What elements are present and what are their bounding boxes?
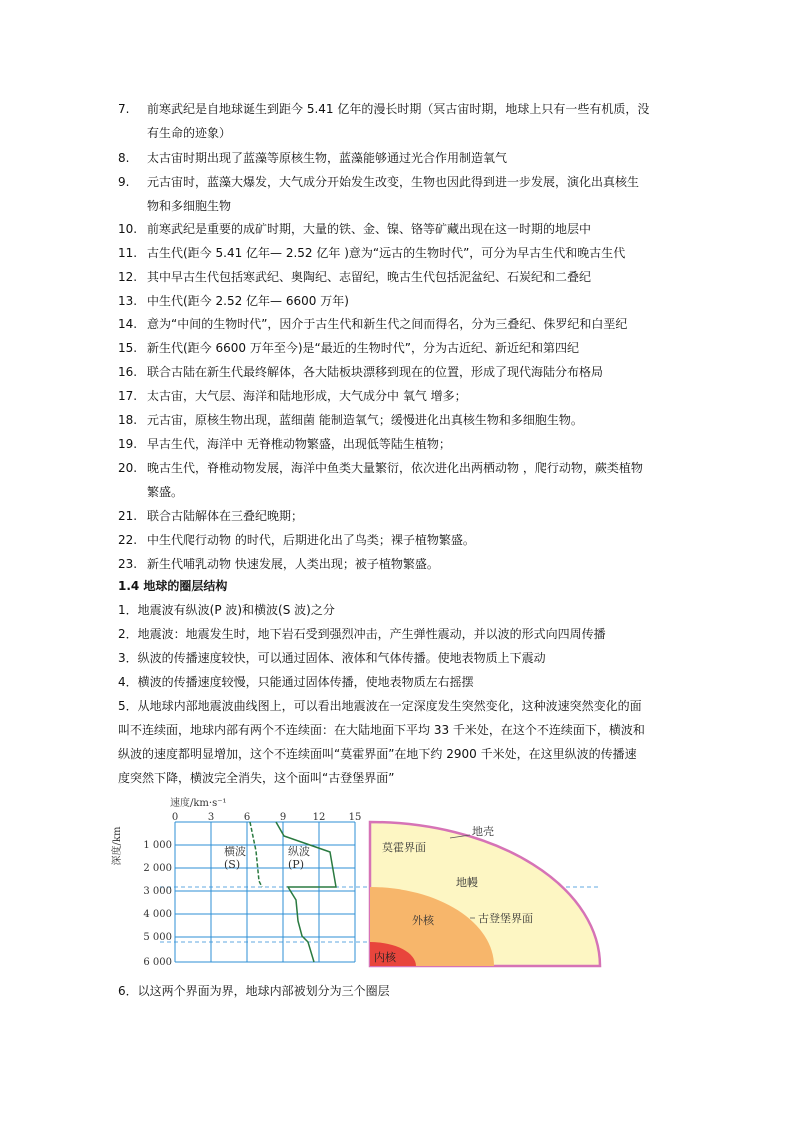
depth-tick: 4 000	[143, 909, 172, 920]
s-wave-curve	[250, 822, 262, 887]
depth-tick: 1 000	[143, 840, 172, 851]
mantle-label: 地幔	[456, 876, 478, 889]
crust-label: 地壳	[472, 825, 494, 838]
list-item-text: 中生代爬行动物 的时代，后期进化出了鸟类；裸子植物繁盛。	[147, 533, 475, 547]
speed-tick: 15	[348, 812, 362, 823]
moho-label: 莫霍界面	[382, 841, 426, 854]
list-item-text: 联合古陆解体在三叠纪晚期；	[147, 509, 304, 523]
list-item-text: 物和多细胞生物	[147, 199, 232, 213]
list-item-text: 前寒武纪是重要的成矿时期，大量的铁、金、镍、铬等矿藏出现在这一时期的地层中	[147, 222, 592, 236]
list-item-number: 10.	[118, 222, 138, 236]
paragraph-line: 1．地震波有纵波(P 波)和横波(S 波)之分	[118, 603, 335, 617]
speed-tick: 9	[279, 812, 287, 823]
depth-tick: 6 000	[143, 957, 172, 968]
paragraph-line: 2．地震波：地震发生时，地下岩石受到强烈冲击，产生弹性震动，并以波的形式向四周传播	[118, 627, 606, 641]
list-item-text: 晚古生代，脊椎动物发展，海洋中鱼类大量繁衍，依次进化出两栖动物 ，爬行动物，蕨类植物	[147, 461, 643, 475]
list-item-text: 其中早古生代包括寒武纪、奥陶纪、志留纪，晚古生代包括泥盆纪、石炭纪和二叠纪	[147, 270, 592, 284]
list-item-text: 前寒武纪是自地球诞生到距今 5.41 亿年的漫长时期（冥古宙时期，地球上只有一些有机质，没	[147, 102, 650, 116]
p-wave-symbol: (P)	[288, 858, 304, 871]
p-wave-label: 纵波	[288, 845, 310, 858]
list-item-text: 太古宙时期出现了蓝藻等原核生物，蓝藻能够通过光合作用制造氧气	[147, 151, 508, 165]
list-item-number: 11.	[118, 246, 138, 260]
list-item-number: 19.	[118, 437, 138, 451]
list-item-text: 太古宙，大气层、海洋和陆地形成，大气成分中 氧气 增多；	[147, 389, 467, 403]
earth-section	[370, 822, 600, 966]
list-item-text: 意为“中间的生物时代”，因介于古生代和新生代之间而得名，分为三叠纪、侏罗纪和白垩纪	[147, 317, 628, 331]
depth-axis-label: 深度/km	[112, 826, 123, 866]
depth-tick: 5 000	[143, 932, 172, 943]
list-item-number: 17.	[118, 389, 138, 403]
list-item-text: 元古宙时，蓝藻大爆发，大气成分开始发生改变，生物也因此得到进一步发展，演化出真核生	[147, 175, 640, 189]
s-wave-label: 横波	[224, 845, 246, 858]
depth-tick-labels	[143, 840, 172, 968]
seismic-wave-figure	[112, 796, 610, 976]
list-item-number: 7.	[118, 102, 130, 116]
list-item-text: 新生代哺乳动物 快速发展，人类出现；被子植物繁盛。	[147, 557, 439, 571]
list-item-text: 元古宙，原核生物出现，蓝细菌 能制造氧气；缓慢进化出真核生物和多细胞生物。	[147, 413, 583, 427]
speed-tick: 12	[312, 812, 326, 823]
list-item-number: 13.	[118, 294, 138, 308]
inner-core-label: 内核	[374, 951, 396, 964]
list-item-number: 22.	[118, 533, 138, 547]
depth-tick: 2 000	[143, 863, 172, 874]
list-item-number: 18.	[118, 413, 138, 427]
p-wave-curve	[276, 822, 336, 962]
list-item-number: 20.	[118, 461, 138, 475]
speed-tick: 6	[243, 812, 251, 823]
list-item-text: 繁盛。	[147, 485, 184, 499]
list-item-number: 14.	[118, 317, 138, 331]
outer-core-label: 外核	[412, 914, 434, 927]
list-item-text: 古生代(距今 5.41 亿年— 2.52 亿年 )意为“远古的生物时代”，可分为早古生代和晚古生代	[147, 246, 626, 260]
paragraph-line: 5．从地球内部地震波曲线图上，可以看出地震波在一定深度发生突然变化，这种波速突然变化的面	[118, 699, 642, 713]
list-item-text: 有生命的迹象）	[147, 126, 232, 140]
paragraph-line: 纵波的速度都明显增加，这个不连续面叫“莫霍界面”在地下约 2900 千米处，在这里纵波的传播速	[118, 747, 637, 761]
list-item-text: 联合古陆在新生代最终解体，各大陆板块漂移到现在的位置，形成了现代海陆分布格局	[147, 365, 604, 379]
paragraph-line: 度突然下降，横波完全消失，这个面叫“古登堡界面”	[118, 771, 395, 785]
paragraph-line: 3．纵波的传播速度较快，可以通过固体、液体和气体传播。使地表物质上下震动	[118, 651, 546, 665]
list-item-text: 早古生代，海洋中 无脊椎动物繁盛，出现低等陆生植物；	[147, 437, 451, 451]
speed-tick-labels	[172, 812, 362, 823]
list-item-number: 15.	[118, 341, 138, 355]
list-item-text: 中生代(距今 2.52 亿年— 6600 万年)	[147, 294, 349, 308]
speed-axis-label: 速度/km·s⁻¹	[170, 798, 227, 809]
list-item-number: 9.	[118, 175, 130, 189]
speed-tick: 3	[207, 812, 215, 823]
list-item-number: 8.	[118, 151, 130, 165]
section-heading: 1.4 地球的圈层结构	[118, 579, 228, 593]
paragraph-line: 叫不连续面，地球内部有两个不连续面：在大陆地面下平均 33 千米处，在这个不连续面下，横波和	[118, 723, 645, 737]
s-wave-symbol: (S)	[224, 858, 241, 871]
list-item-number: 12.	[118, 270, 138, 284]
list-item-number: 16.	[118, 365, 138, 379]
depth-tick: 3 000	[143, 886, 172, 897]
paragraph-line: 4．横波的传播速度较慢，只能通过固体传播，使地表物质左右摇摆	[118, 675, 474, 689]
list-item-number: 21.	[118, 509, 138, 523]
list-item-number: 23.	[118, 557, 138, 571]
chart-grid	[175, 822, 355, 962]
speed-tick: 0	[171, 812, 179, 823]
gutenberg-label: 古登堡界面	[478, 912, 533, 925]
list-item-text: 新生代(距今 6600 万年至今)是“最近的生物时代”，分为古近纪、新近纪和第四纪	[147, 341, 579, 355]
last-paragraph: 6．以这两个界面为界，地球内部被划分为三个圈层	[118, 984, 390, 998]
